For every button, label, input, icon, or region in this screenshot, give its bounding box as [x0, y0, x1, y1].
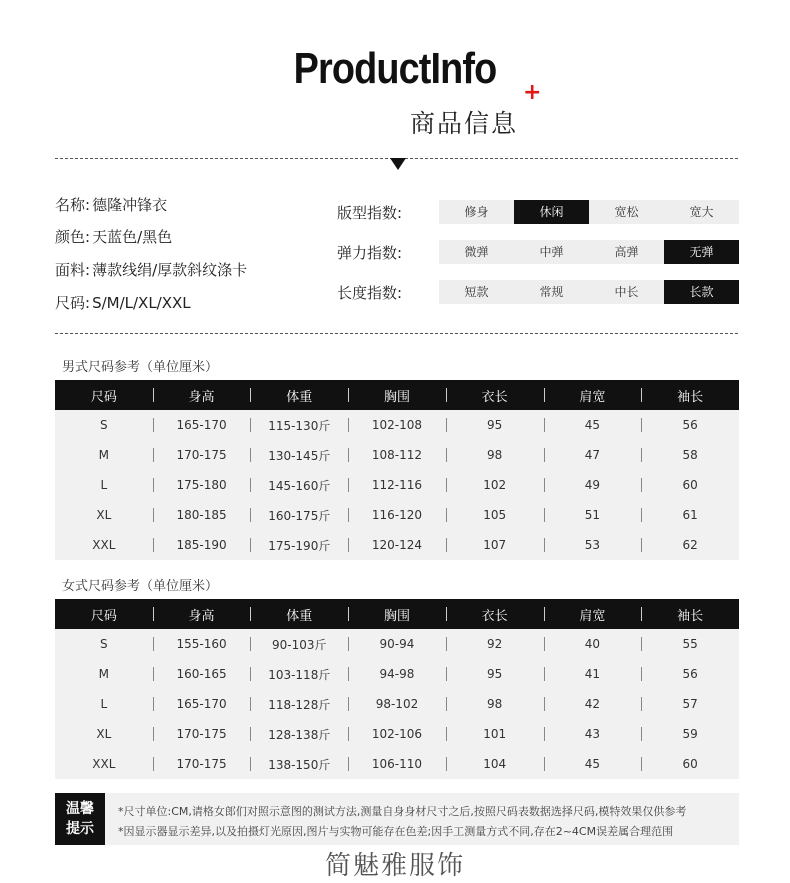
men-table-title: 男式尺码参考（单位厘米）	[62, 360, 219, 375]
table-cell: 94-98	[348, 659, 446, 689]
plus-icon: +	[523, 80, 542, 105]
table-cell: XXL	[55, 530, 153, 560]
table-cell: 115-130斤	[250, 410, 348, 440]
table-cell: 45	[544, 410, 642, 440]
table-row	[55, 689, 739, 719]
product-sizes: 尺码: S/M/L/XL/XXL	[55, 294, 191, 312]
table-cell: 58	[641, 440, 739, 470]
index-bar	[439, 200, 739, 224]
table-cell: 120-124	[348, 530, 446, 560]
table-cell: 98-102	[348, 689, 446, 719]
table-cell: XL	[55, 719, 153, 749]
index-option: 常规	[539, 285, 564, 299]
table-cell: 59	[641, 719, 739, 749]
table-row	[55, 500, 739, 530]
triangle-down-icon	[390, 158, 406, 170]
table-header-cell: 胸围	[348, 380, 446, 410]
table-cell: 165-170	[153, 410, 251, 440]
table-cell: XL	[55, 500, 153, 530]
table-cell: M	[55, 659, 153, 689]
table-cell: 102-106	[348, 719, 446, 749]
table-cell: 102-108	[348, 410, 446, 440]
table-cell: 112-116	[348, 470, 446, 500]
index-option: 中长	[614, 285, 639, 299]
table-header-cell: 衣长	[446, 380, 544, 410]
table-row	[55, 719, 739, 749]
table-cell: 43	[544, 719, 642, 749]
index-bar	[439, 280, 739, 304]
table-cell: 102	[446, 470, 544, 500]
women-table-title: 女式尺码参考（单位厘米）	[62, 579, 219, 594]
table-row	[55, 659, 739, 689]
table-cell: 51	[544, 500, 642, 530]
product-color: 颜色: 天蓝色/黑色	[55, 228, 173, 246]
women-size-table	[55, 599, 739, 779]
notice-line-1: *尺寸单位:CM,请格女郎们对照示意图的测试方法,测量自身身材尺寸之后,按照尺码表数据选择尺码,模特效果仅供参考	[118, 805, 687, 818]
product-fabric: 面料: 薄款线绢/厚款斜纹涤卡	[55, 261, 248, 279]
index-option: 休闲	[514, 200, 589, 224]
table-row	[55, 470, 739, 500]
table-row	[55, 440, 739, 470]
table-header-cell: 肩宽	[544, 599, 642, 629]
product-name: 名称: 德隆冲锋衣	[55, 196, 168, 214]
men-size-table	[55, 380, 739, 560]
table-cell: 170-175	[153, 749, 251, 779]
index-option: 宽松	[614, 205, 639, 219]
table-header-cell: 身高	[153, 599, 251, 629]
table-cell: 160-165	[153, 659, 251, 689]
brand-name: 简魅雅服饰	[324, 851, 465, 881]
table-row	[55, 629, 739, 659]
table-cell: 53	[544, 530, 642, 560]
index-option: 中弹	[539, 245, 564, 259]
table-cell: 56	[641, 659, 739, 689]
table-cell: 42	[544, 689, 642, 719]
table-row	[55, 410, 739, 440]
table-cell: 92	[446, 629, 544, 659]
index-label: 弹力指数:	[337, 244, 403, 262]
index-label: 版型指数:	[337, 204, 403, 222]
table-cell: 49	[544, 470, 642, 500]
table-cell: 175-190斤	[250, 530, 348, 560]
page-title-en: ProductInfo	[293, 44, 497, 93]
table-cell: 170-175	[153, 719, 251, 749]
table-cell: 95	[446, 659, 544, 689]
table-cell: 62	[641, 530, 739, 560]
table-cell: 98	[446, 440, 544, 470]
table-cell: 60	[641, 749, 739, 779]
table-row	[55, 749, 739, 779]
index-option: 长款	[664, 280, 739, 304]
table-cell: 130-145斤	[250, 440, 348, 470]
table-cell: 175-180	[153, 470, 251, 500]
table-cell: XXL	[55, 749, 153, 779]
table-cell: 103-118斤	[250, 659, 348, 689]
table-cell: 108-112	[348, 440, 446, 470]
index-option: 无弹	[664, 240, 739, 264]
table-cell: 40	[544, 629, 642, 659]
table-cell: 107	[446, 530, 544, 560]
table-cell: 101	[446, 719, 544, 749]
table-cell: 165-170	[153, 689, 251, 719]
table-cell: 128-138斤	[250, 719, 348, 749]
table-cell: 45	[544, 749, 642, 779]
table-cell: 155-160	[153, 629, 251, 659]
page-title-cn: 商品信息	[410, 109, 519, 138]
table-header-cell: 体重	[250, 599, 348, 629]
table-cell: 98	[446, 689, 544, 719]
table-cell: 90-103斤	[250, 629, 348, 659]
index-label: 长度指数:	[337, 284, 403, 302]
table-cell: 56	[641, 410, 739, 440]
notice-badge: 温馨 提示	[55, 793, 105, 845]
notice-line-2: *因显示器显示差异,以及拍摄灯光原因,图片与实物可能存在色差;因手工测量方式不同,存在2~4CM误差属合理范围	[118, 825, 674, 838]
table-cell: 60	[641, 470, 739, 500]
table-cell: S	[55, 410, 153, 440]
table-cell: 57	[641, 689, 739, 719]
index-option: 宽大	[689, 205, 714, 219]
table-header-cell: 袖长	[641, 599, 739, 629]
table-header-cell: 身高	[153, 380, 251, 410]
table-cell: 47	[544, 440, 642, 470]
divider-middle	[55, 333, 738, 334]
table-header-cell: 体重	[250, 380, 348, 410]
table-cell: 138-150斤	[250, 749, 348, 779]
index-option: 短款	[464, 285, 489, 299]
table-row	[55, 530, 739, 560]
table-cell: L	[55, 470, 153, 500]
table-cell: 61	[641, 500, 739, 530]
table-cell: L	[55, 689, 153, 719]
table-cell: 170-175	[153, 440, 251, 470]
table-header-cell: 肩宽	[544, 380, 642, 410]
table-header-cell: 衣长	[446, 599, 544, 629]
table-cell: M	[55, 440, 153, 470]
table-header-cell: 袖长	[641, 380, 739, 410]
table-cell: 105	[446, 500, 544, 530]
table-cell: 180-185	[153, 500, 251, 530]
index-option: 修身	[464, 205, 489, 219]
index-option: 高弹	[614, 245, 639, 259]
table-cell: 185-190	[153, 530, 251, 560]
index-option: 微弹	[464, 245, 489, 259]
table-cell: 118-128斤	[250, 689, 348, 719]
table-cell: 116-120	[348, 500, 446, 530]
table-cell: 95	[446, 410, 544, 440]
table-cell: 104	[446, 749, 544, 779]
table-cell: 55	[641, 629, 739, 659]
table-cell: S	[55, 629, 153, 659]
table-cell: 160-175斤	[250, 500, 348, 530]
table-cell: 90-94	[348, 629, 446, 659]
table-header-cell: 尺码	[55, 599, 153, 629]
table-cell: 106-110	[348, 749, 446, 779]
table-header-cell: 胸围	[348, 599, 446, 629]
table-header-cell: 尺码	[55, 380, 153, 410]
table-cell: 145-160斤	[250, 470, 348, 500]
index-bar	[439, 240, 739, 264]
table-cell: 41	[544, 659, 642, 689]
